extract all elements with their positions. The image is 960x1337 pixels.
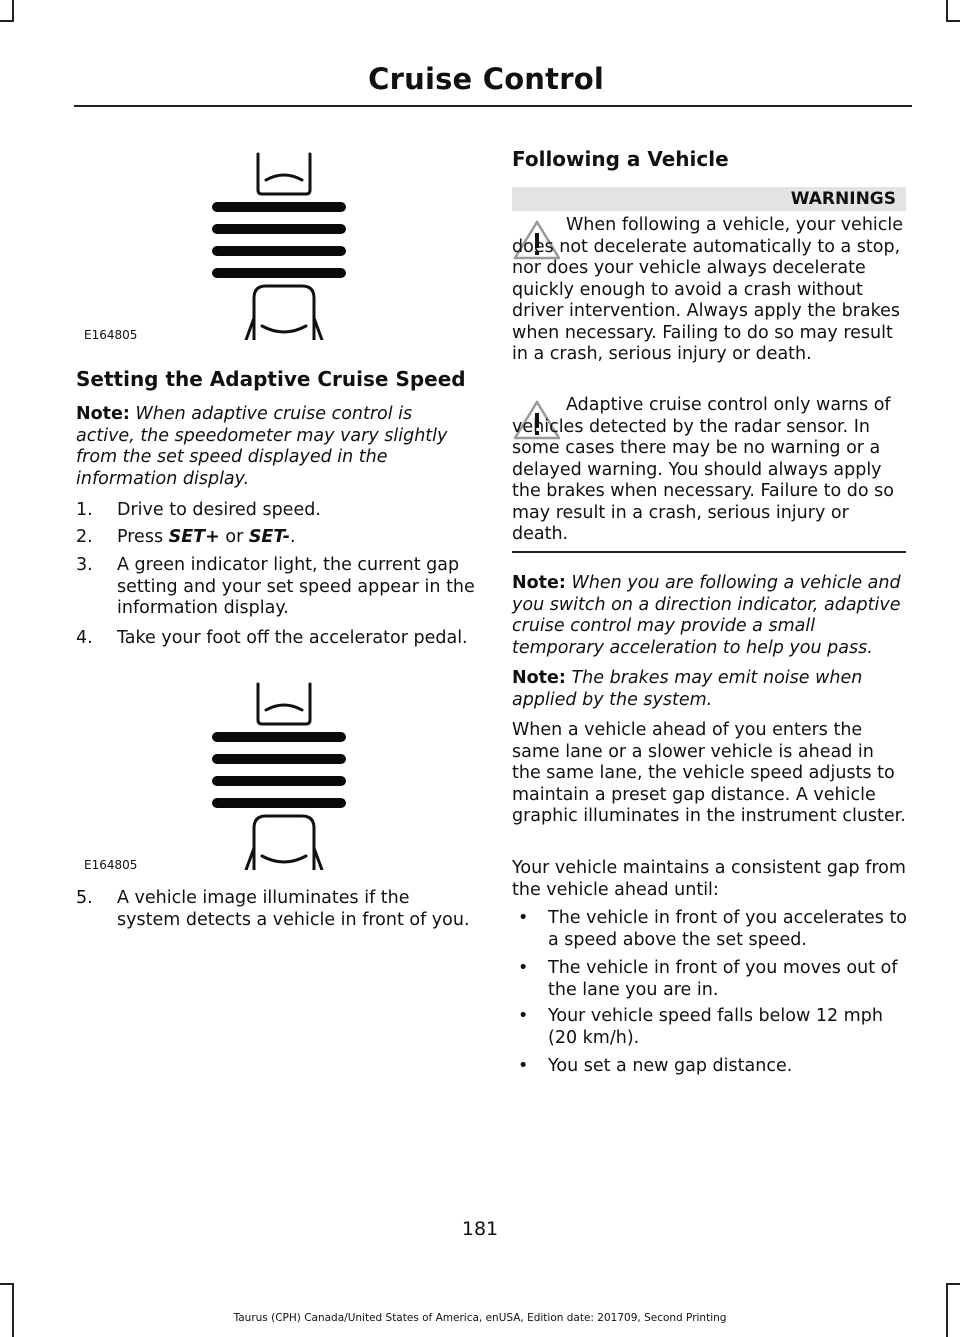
figure-code: E164805 — [84, 328, 138, 342]
list-item-text: The vehicle in front of you moves out of the lane you are in. — [548, 958, 898, 1000]
warning-text — [512, 395, 906, 546]
page-title: Cruise Control — [368, 62, 604, 96]
set-minus-button-label: SET- — [248, 527, 291, 547]
crop-mark — [12, 1283, 14, 1337]
step-text: Drive to desired speed. — [117, 500, 321, 520]
list-item-text: You set a new gap distance. — [548, 1056, 793, 1076]
step-text — [117, 527, 477, 549]
crop-mark — [946, 1283, 948, 1337]
step-text-part: . — [290, 527, 296, 547]
note-paragraph — [512, 573, 906, 659]
bullet-dot: • — [518, 1056, 529, 1076]
step-text: Take your foot off the accelerator pedal. — [117, 628, 468, 648]
warnings-rule — [512, 551, 906, 553]
step-number: 4. — [76, 628, 93, 648]
note-text: When adaptive cruise control is active, the speedometer may vary slightly from the set speed displayed in the information display. — [76, 404, 448, 489]
bullet-dot: • — [518, 1006, 529, 1026]
note-label: Note: — [512, 668, 566, 688]
crop-mark — [0, 1283, 14, 1285]
warning-text — [512, 215, 906, 366]
body-paragraph: When a vehicle ahead of you enters the same lane or a slower vehicle is ahead in the same lane, the vehicle speed adjusts to maintain a preset gap distance. A vehicle graphic illuminates in the instrument cluster. — [512, 720, 906, 826]
bullet-dot: • — [518, 908, 529, 928]
section-heading: Following a Vehicle — [512, 147, 729, 171]
step-text-part: Press — [117, 527, 169, 547]
step-number: 1. — [76, 500, 93, 520]
step-text-part: or — [219, 527, 249, 547]
gap-setting-illustration — [76, 150, 476, 340]
section-heading: Setting the Adaptive Cruise Speed — [76, 367, 466, 391]
note-label: Note: — [76, 404, 130, 424]
note-text: The brakes may emit noise when applied by the system. — [512, 668, 863, 710]
body-paragraph: Your vehicle maintains a consistent gap from the vehicle ahead until: — [512, 858, 906, 900]
warning-text-content: Adaptive cruise control only warns of vehicles detected by the radar sensor. In some cases there may be no warning or a delayed warning. You should always apply the brakes when necessary. Failure to do so may result in a crash, serious injury or death. — [512, 395, 894, 544]
note-paragraph — [76, 404, 476, 490]
step-text: A vehicle image illuminates if the system detects a vehicle in front of you. — [117, 888, 470, 930]
crop-mark — [0, 20, 14, 22]
set-plus-button-label: SET+ — [168, 527, 220, 547]
crop-mark — [12, 0, 14, 22]
gap-setting-figure — [76, 150, 476, 340]
step-number: 2. — [76, 527, 93, 547]
step-text: A green indicator light, the current gap setting and your set speed appear in the information display. — [117, 555, 475, 618]
footer-text: Taurus (CPH) Canada/United States of America, enUSA, Edition date: 201709, Second Printing — [233, 1312, 727, 1324]
crop-mark — [946, 0, 948, 22]
step-number: 5. — [76, 888, 93, 908]
warning-text-content: When following a vehicle, your vehicle does not decelerate automatically to a stop, nor does your vehicle always decelerate quickly enough to avoid a crash without driver intervention. Always apply the brakes when necessary. Failing to do so may result in a crash, serious injury or death. — [512, 215, 904, 364]
gap-setting-illustration — [76, 680, 476, 870]
list-item-text: The vehicle in front of you accelerates to a speed above the set speed. — [548, 908, 908, 950]
header-rule — [74, 105, 912, 107]
page-number: 181 — [461, 1218, 499, 1240]
step-number: 3. — [76, 555, 93, 575]
gap-setting-figure — [76, 680, 476, 870]
crop-mark — [946, 1283, 960, 1285]
crop-mark — [946, 20, 960, 22]
note-text: When you are following a vehicle and you switch on a direction indicator, adaptive cruise control may provide a small temporary acceleration to help you pass. — [512, 573, 901, 658]
note-label: Note: — [512, 573, 566, 593]
figure-code: E164805 — [84, 858, 138, 872]
list-item-text: Your vehicle speed falls below 12 mph (20 km/h). — [548, 1006, 883, 1048]
warnings-header: WARNINGS — [512, 187, 906, 211]
note-paragraph — [512, 668, 906, 711]
bullet-dot: • — [518, 958, 529, 978]
